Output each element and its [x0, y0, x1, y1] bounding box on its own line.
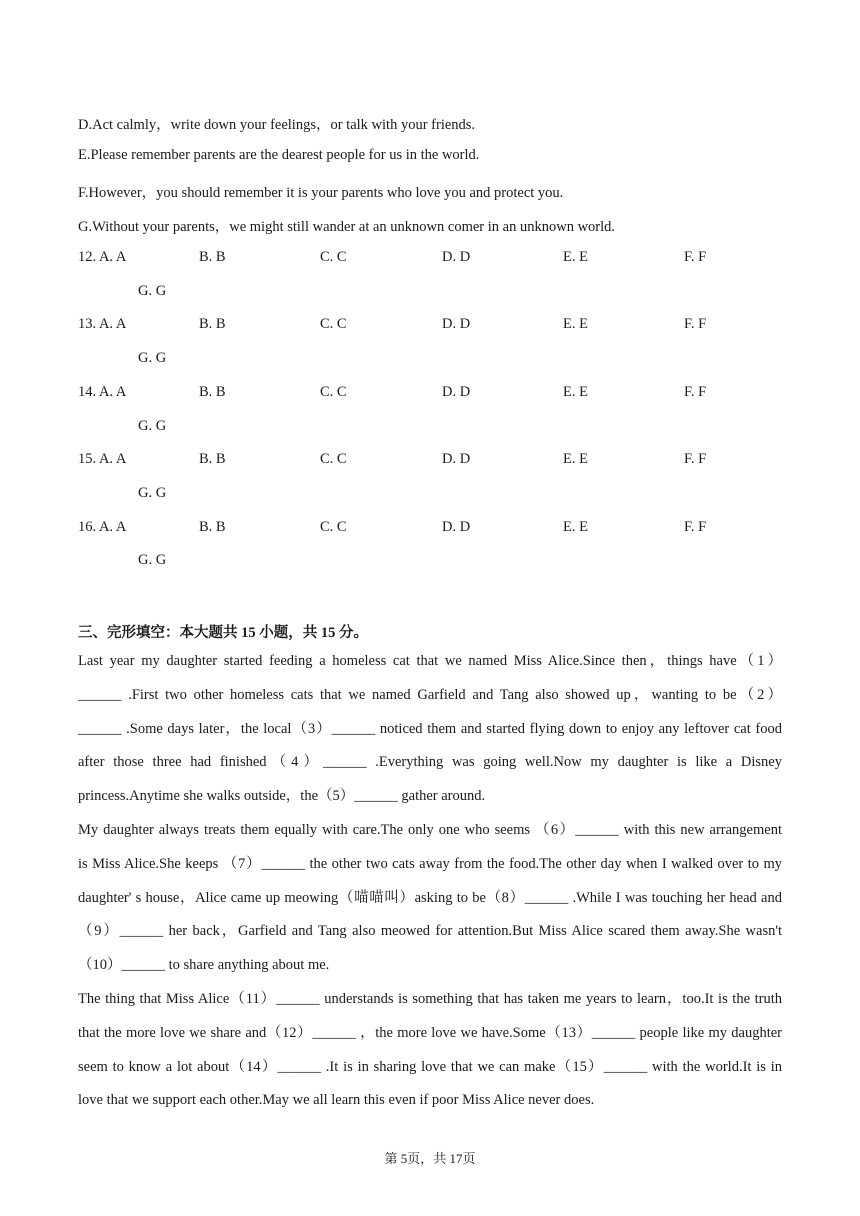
q12-choice-c[interactable]: C. C [320, 249, 347, 265]
passage-line: is Miss Alice.She keeps （7）______ the other two cats away from the food.The other day when I walked over to my [78, 855, 782, 872]
option-g-text: G.Without your parents，we might still wander at an unknown comer in an unknown world. [78, 219, 616, 235]
q16-choice-a[interactable]: 16. A. A [78, 519, 127, 535]
q12-choice-g[interactable]: G. G [138, 283, 167, 299]
passage-paragraph-1 [78, 645, 782, 814]
passage-line: （10）______ to share anything about me. [78, 957, 330, 974]
question-14-options-cont [78, 418, 778, 438]
passage-line: princess.Anytime she walks outside，the（5）______ gather around. [78, 788, 486, 805]
q14-choice-b[interactable]: B. B [199, 384, 226, 400]
section-title: 三、完形填空：本大题共 15 小题，共 15 分。 [78, 625, 368, 641]
q16-choice-f[interactable]: F. F [684, 519, 707, 535]
question-15-options-cont [78, 485, 778, 505]
passage-line: love that we support each other.May we all learn this even if poor Miss Alice never does. [78, 1092, 595, 1109]
q15-choice-g[interactable]: G. G [138, 485, 167, 501]
q14-choice-d[interactable]: D. D [442, 384, 471, 400]
question-12-options-cont [78, 283, 778, 303]
q15-choice-d[interactable]: D. D [442, 451, 471, 467]
question-16-options-cont [78, 552, 778, 572]
q12-choice-b[interactable]: B. B [199, 249, 226, 265]
q12-choice-d[interactable]: D. D [442, 249, 471, 265]
q15-choice-a[interactable]: 15. A. A [78, 451, 127, 467]
q12-choice-a[interactable]: 12. A. A [78, 249, 127, 265]
question-14-options [78, 384, 778, 404]
q15-choice-c[interactable]: C. C [320, 451, 347, 467]
passage-line: daughter' s house，Alice came up meowing（喵喵叫）asking to be（8）______ .While I was touching her head and [78, 889, 782, 906]
passage-line: ______ .First two other homeless cats that we named Garfield and Tang also showed up，wanting to be（2） [78, 686, 782, 703]
q16-choice-b[interactable]: B. B [199, 519, 226, 535]
passage-line: The thing that Miss Alice（11）______ understands is something that has taken me years to learn，too.It is the truth [78, 991, 782, 1007]
passage-line: ______ .Some days later，the local（3）______ noticed them and started flying down to enjoy any leftover cat food [78, 720, 782, 737]
passage-line: （9）______ her back，Garfield and Tang also meowed for attention.But Miss Alice scared them away.She wasn't [78, 923, 782, 940]
option-e-text: E.Please remember parents are the dearest people for us in the world. [78, 147, 480, 163]
passage-line: Last year my daughter started feeding a homeless cat that we named Miss Alice.Since then，things have（1） [78, 653, 782, 669]
option-f-text: F.However，you should remember it is your parents who love you and protect you. [78, 185, 564, 201]
q13-choice-d[interactable]: D. D [442, 316, 471, 332]
q14-choice-a[interactable]: 14. A. A [78, 384, 127, 400]
question-13-options-cont [78, 350, 778, 370]
q13-choice-f[interactable]: F. F [684, 316, 707, 332]
option-d-text: D.Act calmly，write down your feelings，or talk with your friends. [78, 117, 476, 133]
q13-choice-a[interactable]: 13. A. A [78, 316, 127, 332]
question-16-options [78, 519, 778, 539]
q12-choice-f[interactable]: F. F [684, 249, 707, 265]
q13-choice-b[interactable]: B. B [199, 316, 226, 332]
question-12-options [78, 249, 778, 269]
passage-paragraph-2 [78, 814, 782, 983]
passage-paragraph-3 [78, 983, 782, 1118]
q12-choice-e[interactable]: E. E [563, 249, 588, 265]
passage-line: seem to know a lot about（14）______ .It is in sharing love that we can make（15）______ with the world.It is in [78, 1058, 782, 1075]
page-number-footer: 第 5页，共 17页 [384, 1151, 476, 1166]
q15-choice-b[interactable]: B. B [199, 451, 226, 467]
passage-line: after those three had finished（4）______ .Everything was going well.Now my daughter is like a Disney [78, 754, 782, 771]
q16-choice-c[interactable]: C. C [320, 519, 347, 535]
q16-choice-d[interactable]: D. D [442, 519, 471, 535]
passage-line: My daughter always treats them equally with care.The only one who seems （6）______ with this new arrangement [78, 822, 782, 838]
q13-choice-g[interactable]: G. G [138, 350, 167, 366]
q13-choice-e[interactable]: E. E [563, 316, 588, 332]
q15-choice-e[interactable]: E. E [563, 451, 588, 467]
q13-choice-c[interactable]: C. C [320, 316, 347, 332]
q14-choice-c[interactable]: C. C [320, 384, 347, 400]
passage-line: that the more love we share and（12）______ ，the more love we have.Some（13）______ people like my daughter [78, 1024, 782, 1041]
question-13-options [78, 316, 778, 336]
q16-choice-g[interactable]: G. G [138, 552, 167, 568]
q16-choice-e[interactable]: E. E [563, 519, 588, 535]
q15-choice-f[interactable]: F. F [684, 451, 707, 467]
q14-choice-f[interactable]: F. F [684, 384, 707, 400]
q14-choice-g[interactable]: G. G [138, 418, 167, 434]
question-15-options [78, 451, 778, 471]
q14-choice-e[interactable]: E. E [563, 384, 588, 400]
